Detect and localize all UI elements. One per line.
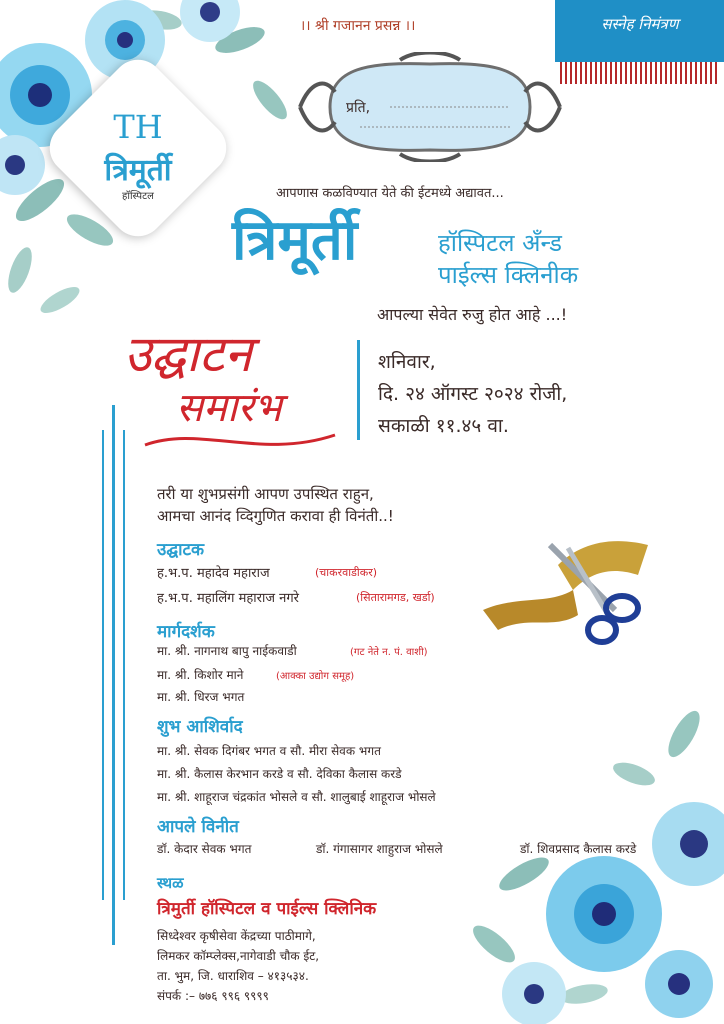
venue-address-1: सिध्देश्वर कृषीसेवा केंद्रच्या पाठीमागे, [157,929,316,943]
logo-sub: हॉस्पिटल [122,191,154,202]
venue-address-2: लिमकर कॉम्प्लेक्स,नागेवाडी चौक ईट, [157,949,320,963]
inaugurator-2-note: (सितारामगड, खर्डा) [356,591,435,604]
banner-fringe [560,62,720,84]
blessing-1: मा. श्री. सेवक दिगंबर भगत व सौ. मीरा सेवक भगत [157,744,381,758]
date-line: दि. २४ ऑगस्ट २०२४ रोजी, [378,383,568,405]
blessing-2: मा. श्री. कैलास केरभान करडे व सौ. देविका कैलास करडे [157,767,402,781]
doctor-2: डॉ. गंगासागर शाहुराज भोसले [316,842,443,856]
venue-contact: संपर्क :– ७७६ ९९६ ९९९९ [157,989,269,1003]
invite-line-1: तरी या शुभप्रसंगी आपण उपस्थित राहुन, [157,485,374,503]
ceremony-swash [140,420,340,460]
guides-heading: मार्गदर्शक [157,622,215,642]
date-day: शनिवार, [378,351,436,373]
invite-line-2: आमचा आनंद व्दिगुणित करावा ही विनंती..! [157,507,394,525]
left-rule-3 [123,430,125,900]
intro-line: आपणास कळविण्यात येते की ईटमध्ये अद्यावत... [276,186,504,201]
service-line: आपल्या सेवेत रुजु होत आहे ...! [377,305,568,324]
venue-heading: स्थळ [157,874,184,892]
date-divider [357,340,360,440]
inaugurator-2-name: ह.भ.प. महालिंग महाराज नगरे [157,591,299,606]
yours-heading: आपले विनीत [157,817,239,837]
frame-label: प्रति, [346,100,371,116]
main-title: त्रिमूर्ती [232,208,358,273]
venue-name: त्रिमुर्ती हॉस्पिटल व पाईल्स क्लिनिक [157,899,377,919]
date-time: सकाळी ११.४५ वा. [378,415,509,437]
corner-banner-text: सस्नेह निमंत्रण [601,15,679,33]
blessing-3: मा. श्री. शाहूराज चंद्रकांत भोसले व सौ. शालुबाई शाहूराज भोसले [157,790,436,804]
blessings-heading: शुभ आशिर्वाद [157,717,243,737]
ceremony-title-2: समारंभ [176,385,282,431]
scissors-icon [540,540,650,650]
doctor-1: डॉ. केदार सेवक भगत [157,842,252,856]
left-rule-2 [112,405,115,945]
left-rule-1 [102,430,104,900]
bottom-right-flowers [464,694,724,1024]
guide-2-name: मा. श्री. किशोर माने [157,668,244,682]
inaugurator-1-note: (चाकरवाडीकर) [315,566,378,579]
title-side-1: हॉस्पिटल अँन्ड [438,229,562,257]
logo-mark: TH [113,108,163,146]
title-side-2: पाईल्स क्लिनीक [438,261,579,289]
guide-2-note: (आक्का उद्योग समूह) [276,671,355,682]
doctor-3: डॉ. शिवप्रसाद कैलास करडे [520,842,637,856]
guide-3-name: मा. श्री. धिरज भगत [157,690,245,704]
ornate-frame-icon [290,52,570,162]
inaugurator-heading: उद्घाटक [157,540,205,560]
guide-1-note: (गट नेते न. पं. वाशी) [350,647,428,658]
guide-1-name: मा. श्री. नागनाथ बापु नाईकवाडी [157,644,297,658]
logo-name: त्रिमूर्ती [104,153,172,188]
ceremony-title-1: उद्घाटन [124,325,252,383]
inaugurator-1-name: ह.भ.प. महादेव महाराज [157,566,270,581]
top-blessing: ।। श्री गजानन प्रसन्न ।। [300,18,416,34]
venue-address-3: ता. भुम, जि. धाराशिव – ४१३५३४. [157,969,309,983]
